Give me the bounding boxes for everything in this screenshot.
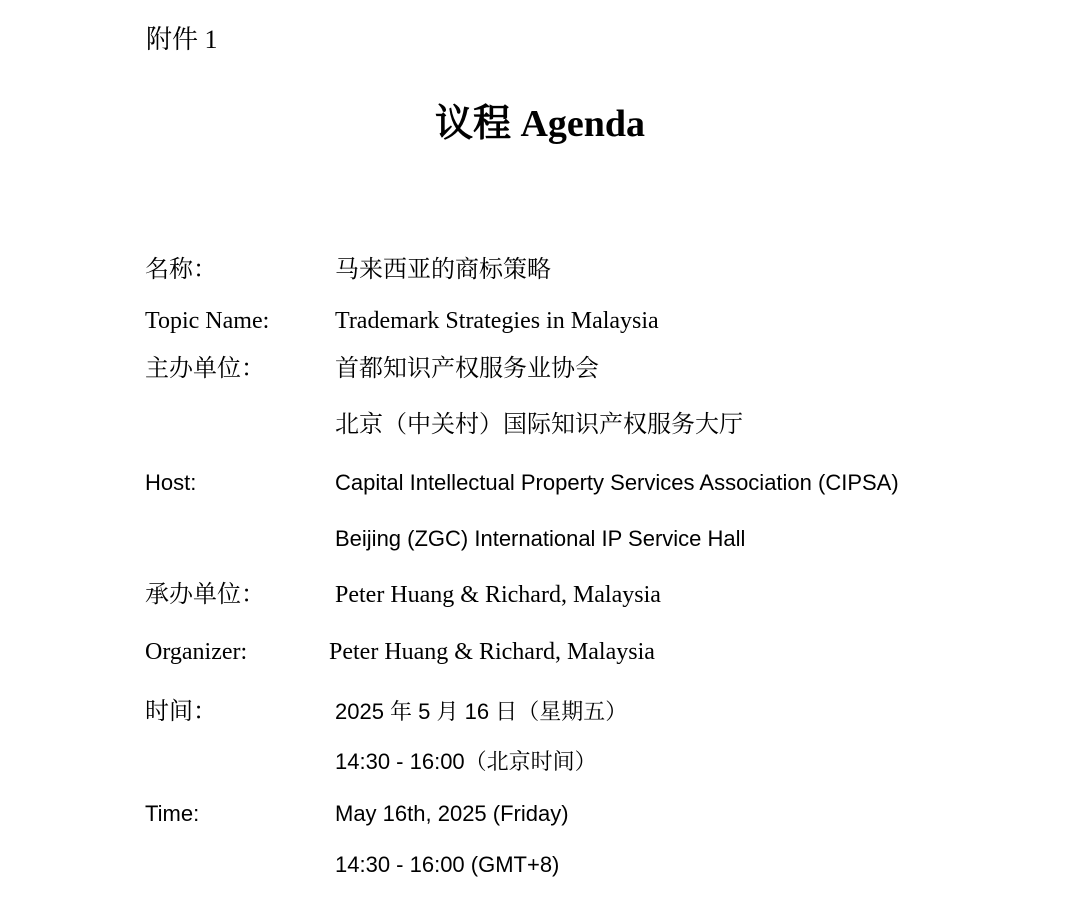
host-cn-label: 主办单位： — [145, 356, 265, 382]
organizer-cn-value: Peter Huang & Richard, Malaysia — [335, 582, 661, 608]
host-en-value-2: Beijing (ZGC) International IP Service Hall — [335, 526, 746, 551]
annex-label: 附件 1 — [146, 25, 218, 54]
time-en-value-1: May 16th, 2025 (Friday) — [335, 801, 569, 826]
host-en-value-1: Capital Intellectual Property Services Association (CIPSA) — [335, 470, 899, 495]
topic-en-value: Trademark Strategies in Malaysia — [335, 308, 659, 334]
host-cn-value-2: 北京（中关村）国际知识产权服务大厅 — [335, 412, 743, 438]
time-cn-label: 时间： — [145, 699, 217, 725]
organizer-cn-label: 承办单位： — [145, 582, 265, 608]
topic-en-label: Topic Name: — [145, 308, 270, 334]
page-title: 议程 Agenda — [434, 103, 646, 145]
name-cn-label: 名称： — [145, 257, 217, 283]
time-en-value-2: 14:30 - 16:00 (GMT+8) — [335, 852, 560, 877]
host-en-label: Host: — [145, 470, 197, 495]
organizer-en-label: Organizer: — [145, 639, 248, 665]
name-cn-value: 马来西亚的商标策略 — [335, 257, 551, 283]
host-cn-value-1: 首都知识产权服务业协会 — [335, 356, 599, 382]
time-cn-value-2: 14:30 - 16:00（北京时间） — [335, 749, 597, 774]
organizer-en-value: Peter Huang & Richard, Malaysia — [329, 639, 655, 665]
time-cn-value-1: 2025 年 5 月 16 日（星期五） — [335, 699, 628, 724]
time-en-label: Time: — [145, 801, 200, 826]
